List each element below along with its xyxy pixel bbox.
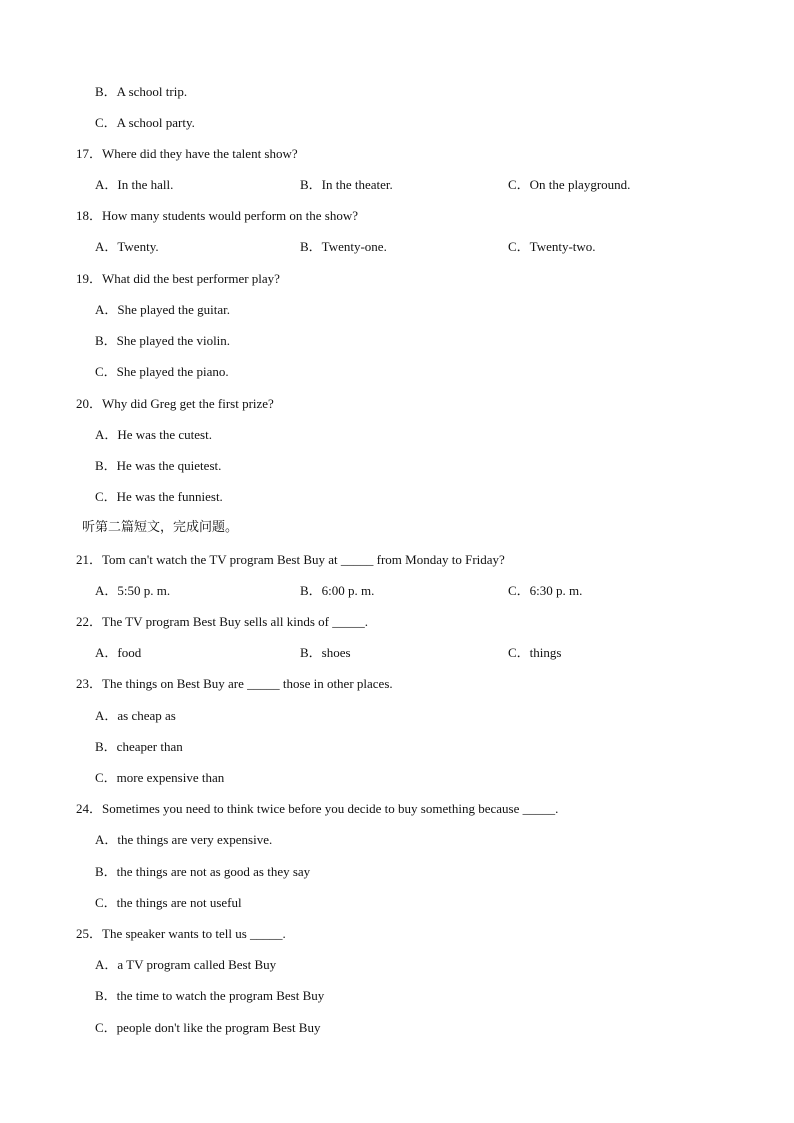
question-25-option-c: C．people don't like the program Best Buy	[95, 1020, 321, 1035]
question-20-stem: 20．Why did Greg get the first prize?	[76, 396, 274, 411]
question-22-stem: 22．The TV program Best Buy sells all kinds of _____.	[76, 614, 368, 629]
question-25-option-a: A．a TV program called Best Buy	[95, 957, 277, 972]
question-23-option-c: C．more expensive than	[95, 770, 225, 785]
question-22-option-c: C．things	[508, 645, 562, 660]
question-24-option-c: C．the things are not useful	[95, 895, 242, 910]
question-23-option-b: B．cheaper than	[95, 739, 183, 754]
question-21-option-c: C．6:30 p. m.	[508, 583, 583, 598]
option-b-text: B．A school trip.	[95, 84, 188, 99]
question-21-stem: 21．Tom can't watch the TV program Best Buy at _____ from Monday to Friday?	[76, 552, 505, 567]
question-20-option-b: B．He was the quietest.	[95, 458, 222, 473]
question-21-option-b: B．6:00 p. m.	[300, 583, 375, 598]
question-18-option-c: C．Twenty-two.	[508, 239, 596, 254]
question-24-stem: 24．Sometimes you need to think twice before you decide to buy something because _____.	[76, 801, 559, 816]
question-17-option-b: B．In the theater.	[300, 177, 393, 192]
question-18-stem: 18．How many students would perform on the show?	[76, 208, 358, 223]
question-20-option-c: C．He was the funniest.	[95, 489, 223, 504]
question-24-option-b: B．the things are not as good as they say	[95, 864, 311, 879]
section-header: 听第二篇短文，完成问题。	[82, 520, 239, 535]
question-25-stem: 25．The speaker wants to tell us _____.	[76, 926, 286, 941]
question-18-option-a: A．Twenty.	[95, 239, 159, 254]
question-19-option-a: A．She played the guitar.	[95, 302, 231, 317]
question-18-option-b: B．Twenty-one.	[300, 239, 387, 254]
question-24-option-a: A．the things are very expensive.	[95, 832, 273, 847]
question-25-option-b: B．the time to watch the program Best Buy	[95, 988, 325, 1003]
question-19-stem: 19．What did the best performer play?	[76, 271, 280, 286]
question-22-option-a: A．food	[95, 645, 142, 660]
question-22-option-b: B．shoes	[300, 645, 351, 660]
question-23-stem: 23．The things on Best Buy are _____ those in other places.	[76, 676, 393, 691]
option-c-text: C．A school party.	[95, 115, 195, 130]
question-23-option-a: A．as cheap as	[95, 708, 176, 723]
question-17-stem: 17．Where did they have the talent show?	[76, 146, 298, 161]
question-21-option-a: A．5:50 p. m.	[95, 583, 171, 598]
question-17-option-c: C．On the playground.	[508, 177, 631, 192]
question-20-option-a: A．He was the cutest.	[95, 427, 212, 442]
question-17-option-a: A．In the hall.	[95, 177, 174, 192]
question-19-option-b: B．She played the violin.	[95, 333, 231, 348]
question-19-option-c: C．She played the piano.	[95, 364, 229, 379]
